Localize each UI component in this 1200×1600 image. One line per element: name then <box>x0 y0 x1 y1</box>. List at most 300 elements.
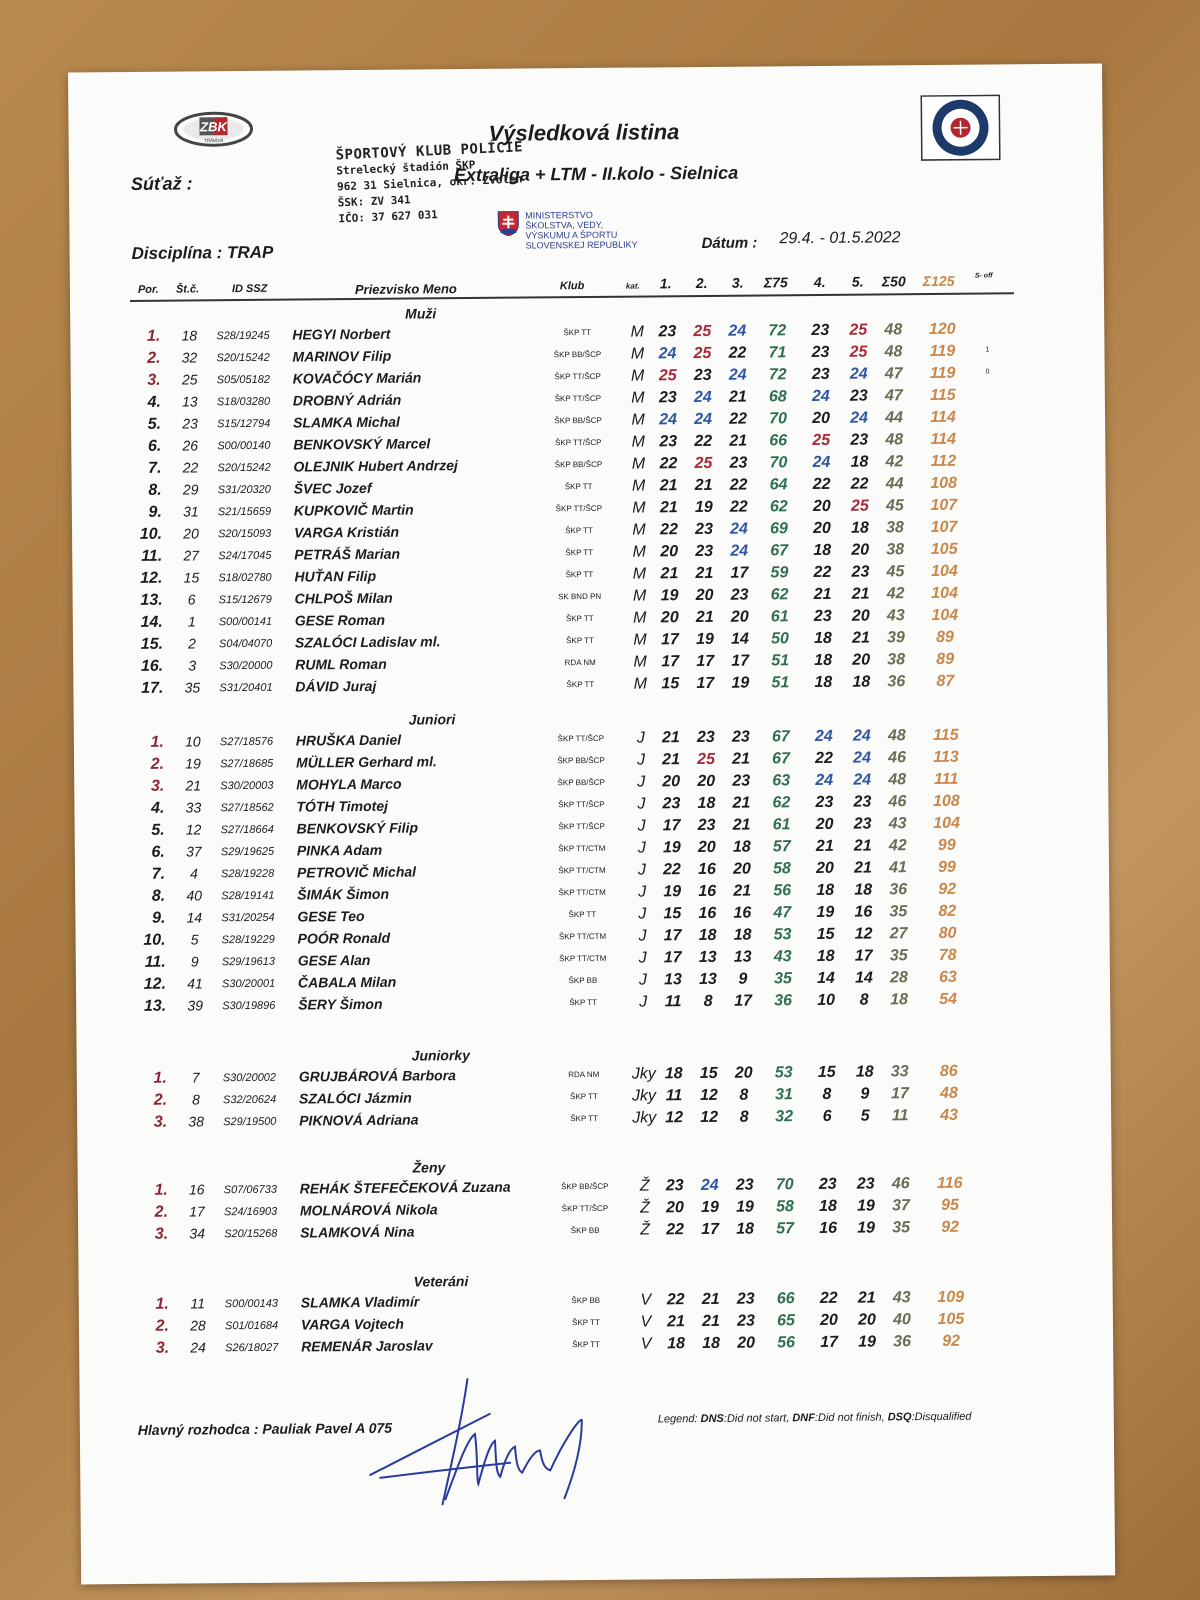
round-score: 20 <box>660 543 679 561</box>
sum-125: 92 <box>941 1218 960 1236</box>
round-score: 12 <box>699 1086 718 1105</box>
start-number: 5 <box>190 931 199 948</box>
club: ŠKP TT <box>563 327 592 338</box>
round-score: 17 <box>854 947 873 965</box>
ministry-line: VÝSKUMU A ŠPORTU <box>525 229 618 241</box>
category: J <box>639 993 648 1011</box>
competitor-name: HEGYI Norbert <box>292 325 391 343</box>
round-score: 18 <box>732 838 751 856</box>
sum-75: 57 <box>772 838 791 856</box>
club: ŠKP TT/CTM <box>558 865 606 876</box>
round-score: 24 <box>730 542 749 560</box>
start-number: 29 <box>182 481 199 498</box>
round-score: 21 <box>813 585 832 604</box>
round-score: 23 <box>853 815 872 833</box>
round-score: 15 <box>663 905 682 923</box>
category-heading: Veteráni <box>413 1273 469 1290</box>
sum-50: 43 <box>892 1289 911 1307</box>
round-score: 24 <box>850 409 869 427</box>
round-score: 17 <box>820 1333 839 1351</box>
competitor-name: OLEJNIK Hubert Andrzej <box>293 457 458 475</box>
round-score: 19 <box>735 1198 754 1216</box>
ssz-id: S21/15659 <box>217 505 272 519</box>
ssz-id: S24/17045 <box>218 549 272 563</box>
sum-50: 38 <box>886 519 904 537</box>
category: J <box>637 861 647 879</box>
start-number: 7 <box>191 1069 200 1086</box>
sum-125: 114 <box>930 430 957 448</box>
competitor-name: MOLNÁROVÁ Nikola <box>299 1201 438 1219</box>
round-score: 23 <box>662 795 681 813</box>
start-number: 25 <box>181 371 198 388</box>
round-score: 18 <box>855 1063 874 1081</box>
category: M <box>631 411 645 429</box>
round-score: 14 <box>731 630 749 648</box>
placing: 16. <box>140 657 164 675</box>
round-score: 16 <box>698 860 716 879</box>
sum-125: 105 <box>937 1310 965 1328</box>
sum-75: 70 <box>769 410 788 428</box>
placing: 1. <box>154 1181 168 1199</box>
competitor-name: KOVAČÓCY Marián <box>292 369 422 387</box>
round-score: 25 <box>849 321 868 339</box>
round-score: 20 <box>812 409 831 428</box>
category: V <box>640 1291 652 1309</box>
ssz-id: S30/19896 <box>222 999 276 1013</box>
round-score: 17 <box>696 674 715 693</box>
round-score: 22 <box>815 749 833 768</box>
round-score: 17 <box>661 631 679 649</box>
sum-75: 51 <box>771 652 790 670</box>
club: ŠKP TT <box>565 547 594 558</box>
round-score: 23 <box>659 433 678 451</box>
sum-125: 113 <box>933 748 959 766</box>
round-score: 24 <box>811 387 830 406</box>
round-score: 10 <box>817 991 836 1010</box>
round-score: 21 <box>857 1289 876 1307</box>
round-score: 21 <box>853 837 872 855</box>
sum-50: 44 <box>885 409 904 427</box>
ministry-line: ŠKOLSTVA, VEDY, <box>525 219 604 231</box>
round-score: 21 <box>815 837 834 856</box>
round-score: 17 <box>701 1220 720 1239</box>
sum-125: 89 <box>936 628 954 646</box>
round-score: 14 <box>854 969 873 987</box>
round-score: 24 <box>694 410 713 429</box>
sum-50: 35 <box>892 1219 911 1237</box>
sum-125: 107 <box>930 518 958 537</box>
round-score: 21 <box>728 388 747 406</box>
placing: 10. <box>143 931 166 949</box>
round-score: 17 <box>662 817 681 835</box>
sum-125: 89 <box>936 650 955 668</box>
placing: 5. <box>147 415 162 433</box>
club: ŠKP TT/ŠCP <box>555 503 603 514</box>
category: J <box>638 927 647 945</box>
round-score: 23 <box>813 607 832 626</box>
category: J <box>637 817 646 835</box>
round-score: 18 <box>814 651 833 670</box>
round-score: 25 <box>697 750 716 769</box>
category: M <box>633 675 648 693</box>
round-score: 24 <box>693 388 712 407</box>
club: ŠKP TT/CTM <box>558 843 606 854</box>
category: Jky <box>632 1109 657 1127</box>
sum-75: 70 <box>769 454 788 472</box>
competitor-name: SLAMKA Vladimír <box>300 1293 420 1311</box>
start-number: 18 <box>181 327 198 344</box>
round-score: 12 <box>665 1109 684 1127</box>
sum-75: 66 <box>769 432 788 450</box>
competitor-name: GRUJBÁROVÁ Barbora <box>298 1067 456 1085</box>
round-score: 17 <box>661 653 680 671</box>
sum-50: 48 <box>887 727 906 745</box>
sum-125: 87 <box>936 672 955 690</box>
category: J <box>638 883 647 901</box>
round-score: 17 <box>731 652 750 670</box>
ssz-id: S20/15268 <box>224 1227 278 1241</box>
category: M <box>633 631 647 649</box>
start-number: 22 <box>182 459 199 476</box>
placing: 7. <box>151 865 166 883</box>
start-number: 4 <box>190 865 198 882</box>
round-score: 23 <box>729 454 748 472</box>
ssz-id: S30/20000 <box>219 659 273 673</box>
placing: 6. <box>147 437 162 455</box>
stamp-line: IČO: 37 627 031 <box>338 208 438 226</box>
ssz-id: S32/20624 <box>222 1093 277 1107</box>
start-number: 28 <box>190 1317 206 1334</box>
sum-75: 50 <box>771 630 789 648</box>
sum-75: 65 <box>776 1312 795 1330</box>
start-number: 26 <box>182 437 199 454</box>
ssz-id: S00/00143 <box>224 1297 279 1311</box>
col-header-r3: 3. <box>731 274 744 291</box>
club: ŠKP TT <box>565 613 594 624</box>
round-score: 23 <box>811 321 830 340</box>
start-number: 27 <box>183 547 200 564</box>
sum-125: 48 <box>939 1084 958 1102</box>
ssz-id: S31/20254 <box>221 911 275 925</box>
round-score: 8 <box>739 1108 749 1126</box>
round-score: 20 <box>851 541 870 559</box>
round-score: 20 <box>697 772 716 791</box>
sum-75: 62 <box>770 586 789 604</box>
round-score: 21 <box>852 629 870 647</box>
round-score: 23 <box>849 387 868 405</box>
sum-75: 71 <box>768 344 787 362</box>
placing: 5. <box>151 821 165 839</box>
ssz-id: S29/19613 <box>221 955 276 969</box>
sum-125: 92 <box>942 1332 961 1350</box>
col-header-kat: kat. <box>625 281 640 291</box>
sum-50: 33 <box>890 1063 909 1081</box>
legend-dsq-text: :Disqualified <box>911 1410 972 1424</box>
round-score: 21 <box>701 1312 720 1331</box>
sum-50: 47 <box>884 365 903 383</box>
sum-125: 86 <box>939 1062 958 1080</box>
round-score: 19 <box>663 883 682 901</box>
round-score: 19 <box>696 630 714 649</box>
round-score: 13 <box>698 948 717 967</box>
sum-50: 41 <box>889 859 907 877</box>
col-header-stc: Št.č. <box>175 283 200 296</box>
start-number: 33 <box>185 799 202 816</box>
start-number: 17 <box>189 1203 205 1220</box>
round-score: 17 <box>696 652 715 671</box>
club: ŠKP BB/ŠCP <box>557 755 605 766</box>
round-score: 17 <box>663 927 682 945</box>
round-score: 23 <box>693 366 712 385</box>
start-number: 19 <box>185 755 201 772</box>
chief-judge: Hlavný rozhodca : Pauliak Pavel A 075 <box>137 1419 393 1438</box>
round-score: 18 <box>697 794 716 813</box>
round-score: 18 <box>852 673 871 691</box>
round-score: 8 <box>703 992 713 1010</box>
sum-75: 67 <box>771 728 790 746</box>
sum-75: 66 <box>776 1290 795 1308</box>
start-number: 14 <box>186 909 203 926</box>
start-number: 31 <box>182 503 199 520</box>
ministry-line: SLOVENSKEJ REPUBLIKY <box>525 239 638 251</box>
round-score: 17 <box>730 564 749 582</box>
category: M <box>633 609 647 627</box>
category: M <box>632 565 647 583</box>
sum-75: 36 <box>774 992 793 1010</box>
round-score: 21 <box>659 499 678 517</box>
round-score: 23 <box>736 1290 755 1308</box>
round-score: 13 <box>733 948 752 966</box>
competitor-name: SZALÓCI Jázmin <box>298 1089 412 1107</box>
start-number: 39 <box>187 997 204 1014</box>
round-score: 15 <box>661 675 680 693</box>
start-number: 13 <box>182 393 198 410</box>
sum-75: 70 <box>775 1176 794 1194</box>
category: M <box>631 433 645 451</box>
competitor-name: RUML Roman <box>295 655 387 673</box>
placing: 9. <box>148 503 162 521</box>
round-score: 8 <box>822 1085 832 1103</box>
round-score: 17 <box>663 949 682 967</box>
start-number: 37 <box>185 843 202 860</box>
category: M <box>631 455 646 473</box>
sum-125: 104 <box>933 814 961 832</box>
sum-125: 116 <box>936 1174 963 1192</box>
category: J <box>638 971 648 989</box>
legend-dnf: DNF <box>792 1412 815 1425</box>
category: J <box>638 905 647 923</box>
competitor-name: CHLPOŠ Milan <box>294 589 393 607</box>
competitor-name: GESE Teo <box>297 907 365 925</box>
sum-125: 119 <box>929 364 956 383</box>
round-score: 22 <box>659 455 678 473</box>
sum-125: 104 <box>930 562 958 580</box>
round-score: 16 <box>698 904 717 923</box>
ssz-id: S20/15093 <box>218 527 272 541</box>
round-score: 9 <box>738 970 748 988</box>
ssz-id: S31/20401 <box>219 681 273 695</box>
round-score: 20 <box>733 860 751 878</box>
round-score: 25 <box>812 431 831 450</box>
placing: 7. <box>148 459 162 477</box>
zbk-logo <box>173 109 253 150</box>
round-score: 23 <box>658 389 677 407</box>
round-score: 22 <box>666 1221 685 1239</box>
club: ŠKP TT <box>568 909 597 920</box>
sum-125: 114 <box>930 408 956 426</box>
ssz-id: S20/15242 <box>217 461 271 475</box>
round-score: 25 <box>658 367 677 385</box>
ssz-id: S31/20320 <box>217 483 271 497</box>
placing: 3. <box>153 1113 168 1131</box>
competitor-name: TÓTH Timotej <box>296 797 389 815</box>
sum-125: 63 <box>938 968 957 986</box>
round-score: 15 <box>817 1063 836 1082</box>
ssz-id: S00/00141 <box>218 615 273 629</box>
sum-50: 27 <box>889 925 908 943</box>
round-score: 18 <box>816 947 835 966</box>
round-score: 20 <box>730 608 749 626</box>
placing: 3. <box>150 777 165 795</box>
slovak-coat-of-arms-icon <box>497 211 519 237</box>
judge-signature <box>349 1358 610 1510</box>
sum-125: 107 <box>930 496 958 515</box>
competitor-name: BENKOVSKÝ Filip <box>296 819 419 837</box>
round-score: 20 <box>697 838 716 857</box>
start-number: 3 <box>188 657 197 674</box>
competitor-name: PIKNOVÁ Adriana <box>299 1111 419 1129</box>
competitor-name: POÓR Ronald <box>297 929 391 947</box>
start-number: 10 <box>184 733 201 750</box>
club: ŠKP TT/CTM <box>558 931 607 942</box>
ssz-id: S01/01684 <box>224 1319 279 1333</box>
round-score: 22 <box>694 432 713 451</box>
sum-75: 58 <box>775 1198 794 1216</box>
round-score: 25 <box>693 322 712 341</box>
round-score: 24 <box>700 1176 719 1195</box>
sum-75: 57 <box>776 1220 795 1238</box>
round-score: 25 <box>849 343 868 361</box>
legend-label: Legend: <box>657 1413 698 1426</box>
category: M <box>632 499 646 517</box>
ssz-id: S28/19141 <box>221 889 275 903</box>
round-score: 18 <box>736 1220 755 1238</box>
ssz-id: S15/12679 <box>218 593 272 607</box>
competitor-name: REMENÁR Jaroslav <box>301 1337 433 1355</box>
competitor-name: MOHYLA Marco <box>296 775 402 793</box>
round-score: 15 <box>699 1064 718 1083</box>
competitor-name: PETRÁŠ Marian <box>294 545 401 563</box>
competitor-name: ŠERY Šimon <box>298 995 383 1013</box>
round-score: 18 <box>702 1334 721 1353</box>
sum-50: 43 <box>886 607 905 625</box>
category: Jky <box>631 1087 657 1105</box>
round-score: 22 <box>729 410 748 428</box>
sum-75: 53 <box>773 926 792 944</box>
sum-50: 48 <box>885 431 904 449</box>
round-score: 20 <box>737 1334 756 1352</box>
start-number: 16 <box>188 1181 205 1198</box>
club: ŠKP TT/ŠCP <box>554 371 601 382</box>
sum-50: 18 <box>890 991 909 1009</box>
club: ŠKP BB/ŠCP <box>561 1181 609 1192</box>
round-score: 22 <box>812 475 831 494</box>
start-number: 11 <box>190 1295 206 1312</box>
club: ŠKP BB/ŠCP <box>553 349 602 360</box>
round-score: 6 <box>822 1107 832 1125</box>
category: M <box>631 389 645 407</box>
sum-75: 67 <box>772 750 791 768</box>
placing: 8. <box>148 481 162 499</box>
stamp-club: ŠPORTOVÝ KLUB POLÍCIE <box>335 139 524 164</box>
ssz-id: S27/18576 <box>219 735 274 749</box>
club: RDA NM <box>568 1069 600 1080</box>
round-score: 18 <box>733 926 752 944</box>
ssz-id: S30/20001 <box>221 977 276 991</box>
round-score: 21 <box>733 882 752 900</box>
competitor-name: HRUŠKA Daniel <box>295 731 402 749</box>
start-number: 35 <box>184 679 201 696</box>
start-number: 2 <box>188 635 196 652</box>
sum-50: 38 <box>886 541 905 559</box>
sum-75: 56 <box>777 1334 796 1352</box>
start-number: 9 <box>190 953 199 970</box>
category: J <box>637 839 646 857</box>
round-score: 8 <box>859 991 869 1009</box>
sum-75: 68 <box>768 388 787 406</box>
start-number: 8 <box>192 1091 200 1108</box>
round-score: 21 <box>662 751 681 769</box>
sum-125: 99 <box>937 836 956 854</box>
sum-125: 104 <box>931 584 959 602</box>
competitor-name: SLAMKA Michal <box>293 413 400 431</box>
competitor-name: BENKOVSKÝ Marcel <box>293 435 431 453</box>
club: ŠKP TT <box>565 569 594 580</box>
round-score: 23 <box>851 563 870 581</box>
logo-sub: TRNAVA <box>203 138 224 145</box>
round-score: 20 <box>665 1199 684 1217</box>
round-score: 22 <box>663 861 681 879</box>
placing: 1. <box>155 1295 169 1313</box>
round-score: 23 <box>695 542 714 561</box>
round-score: 20 <box>695 586 714 605</box>
start-number: 21 <box>185 777 202 794</box>
category: M <box>631 477 646 495</box>
start-number: 20 <box>183 525 199 542</box>
sum-50: 28 <box>889 969 908 987</box>
ssz-id: S28/19245 <box>216 329 270 343</box>
col-header-t75: Σ75 <box>763 274 788 291</box>
category: J <box>636 729 645 747</box>
ssz-id: S28/19228 <box>220 867 275 881</box>
placing: 8. <box>151 887 166 905</box>
category: M <box>632 587 647 605</box>
round-score: 21 <box>701 1290 720 1309</box>
round-score: 16 <box>819 1219 838 1237</box>
start-number: 23 <box>182 415 198 432</box>
round-score: 24 <box>812 453 831 472</box>
competitor-name: SZALÓCI Ladislav ml. <box>294 633 441 651</box>
placing: 6. <box>151 843 165 861</box>
round-score: 23 <box>695 520 713 539</box>
round-score: 21 <box>694 476 713 495</box>
stamp-line: Strelecký štadión ŠKP <box>336 158 476 178</box>
sum-50: 46 <box>888 793 907 811</box>
competitor-name: PETROVIČ Michal <box>296 863 417 881</box>
sum-50: 38 <box>887 651 906 669</box>
category: M <box>632 543 646 561</box>
col-header-por: Por. <box>137 283 159 296</box>
